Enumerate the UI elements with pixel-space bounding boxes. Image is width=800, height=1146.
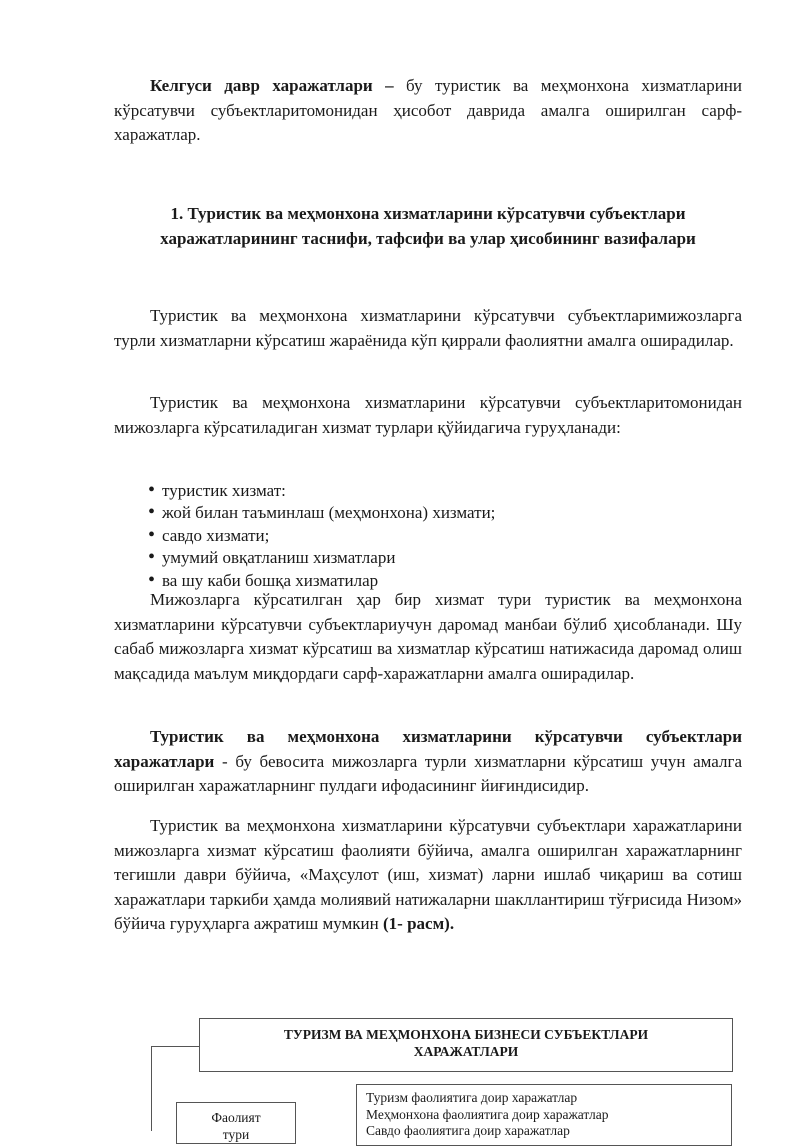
definition-future-expenses: бу туристик ва меҳмонхона хизматларини кўрсатувчи субъектларитомонидан ҳисобот даврида амалга оширилган сарф-харажатлар. — [114, 76, 742, 144]
list-item: Меҳмонхона фаолиятига доир харажатлар — [366, 1106, 609, 1122]
list-item: • савдо хизмати; — [148, 525, 495, 547]
activity-expenses-list — [366, 1090, 731, 1140]
activity-type-label: Фаолият — [211, 1110, 261, 1125]
list-item: • туристик хизмат: — [148, 480, 495, 502]
paragraph-classification — [114, 814, 742, 937]
list-item: Савдо фаолиятига доир харажатлар — [366, 1123, 570, 1138]
service-types-list — [148, 480, 495, 592]
connector-vertical — [151, 1046, 152, 1131]
section-heading: 1. Туристик ва меҳмонхона хизматларини кўрсатувчи субъектлари харажатларининг таснифи, тафсифи ва улар ҳисобининг вазифалари — [160, 204, 696, 248]
activity-type-box: Фаолият тури — [176, 1102, 296, 1144]
paragraph-activities: Туристик ва меҳмонхона хизматларини кўрсатувчи субъектларимижозларга турли хизматларни кўрсатиш жараёнида кўп қиррали фаолиятни амалга оширадилар. — [114, 306, 742, 350]
list-item: • ва шу каби бошқа хизматилар — [148, 570, 495, 592]
list-item: • жой билан таъминлаш (меҳмонхона) хизмати; — [148, 502, 495, 524]
figure-reference: (1- расм). — [383, 914, 455, 933]
list-item: • умумий овқатланиш хизматлари — [148, 547, 495, 569]
paragraph-expenses-definition — [114, 725, 742, 799]
paragraph-income-source: Мижозларга кўрсатилган ҳар бир хизмат тури туристик ва меҳмонхона хизматларини кўрсатувчи субъектлариучун даромад манбаи бўлиб ҳисобланади. Шу сабаб мижозларга хизмат кўрсатиш ва хизматлар кўрсатиш натижасида даромад олиш мақсадида маълум миқдордаги сарф-харажатларни амалга оширадилар. — [114, 590, 742, 683]
classification-text: Туристик ва меҳмонхона хизматларини кўрсатувчи субъектлари харажатларини мижозларга хизмат кўрсатиш фаолияти бўйича, амалга оширилган харажатларнинг тегишли даври бўйича, «Маҳсулот (иш, хизмат) ларни ишлаб чиқариш ва сотиш харажатлари таркиби ҳамда молиявий натижаларни шакллантириш тўғрисида Низом» бўйича гуруҳларга ажратиш мумкин — [114, 816, 742, 933]
connector-horizontal — [151, 1046, 199, 1047]
diagram-title-box — [199, 1018, 733, 1072]
term-future-expenses: Келгуси давр харажатлари – — [150, 76, 394, 95]
definition-expenses: - бу бевосита мижозларга турли хизматларни кўрсатиш учун амалга оширилган харажатларнинг пулдаги ифодасининг йиғиндисидир. — [114, 751, 742, 795]
list-item: Туризм фаолиятига доир харажатлар — [366, 1090, 578, 1105]
paragraph-service-types: Туристик ва меҳмонхона хизматларини кўрсатувчи субъектларитомонидан мижозларга кўрсатиладиган хизмат турлари қўйидагича гуруҳланади: — [114, 393, 742, 437]
activity-expenses-box — [356, 1084, 732, 1146]
paragraph-future-expenses — [114, 74, 742, 148]
term-expenses: Туристик ва меҳмонхона хизматларини кўрсатувчи субъектлари харажатлари — [114, 727, 742, 771]
diagram-title: ТУРИЗМ ВА МЕҲМОНХОНА БИЗНЕСИ СУБЪЕКТЛАРИ ХАРАЖАТЛАРИ — [283, 1027, 649, 1059]
